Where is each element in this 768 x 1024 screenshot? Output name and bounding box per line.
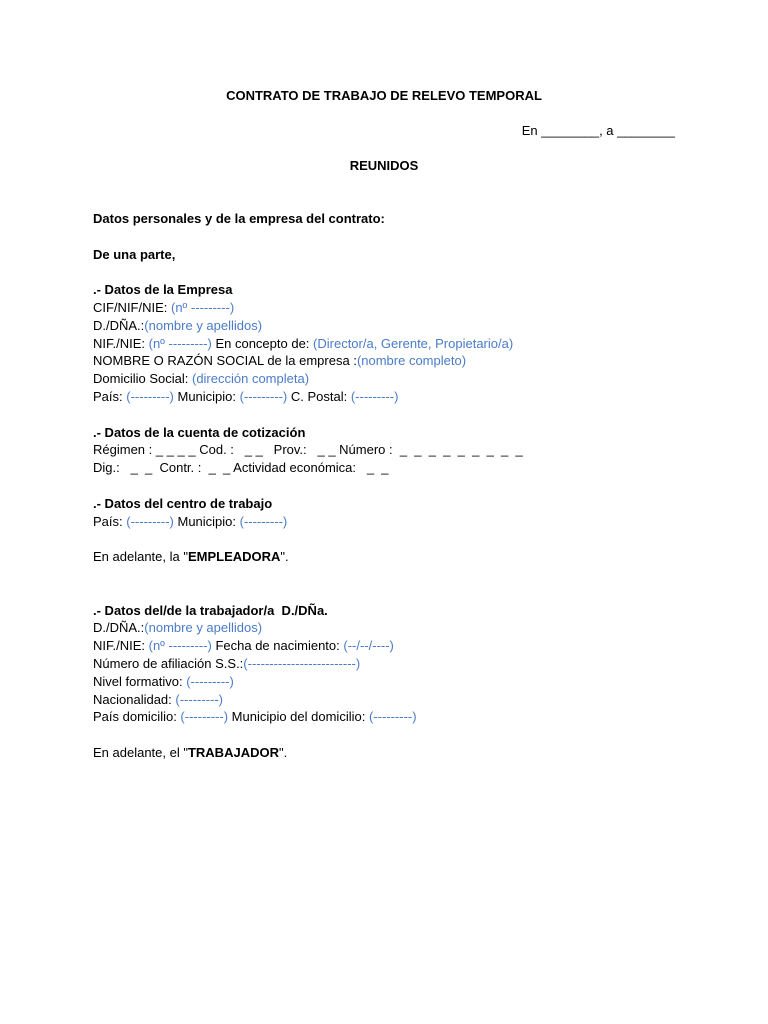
centro-pais-placeholder: (---------) — [126, 513, 174, 529]
document-body — [93, 210, 693, 762]
cp-placeholder: (---------) — [350, 388, 399, 404]
domicilio-label: Domicilio Social: — [93, 371, 192, 387]
empleadora-name: EMPLEADORA — [187, 549, 281, 565]
pais-label: País: — [93, 388, 127, 404]
trabajador-ref-prefix: En adelante, el " — [93, 744, 188, 760]
cif-placeholder: (nº ---------) — [171, 299, 235, 315]
domicilio-placeholder: (dirección completa) — [191, 371, 310, 387]
trabajador-nivel-line — [93, 673, 693, 691]
empresa-cif-line — [93, 299, 693, 317]
trabajador-ref-line — [93, 744, 693, 762]
centro-pais-label: País: — [93, 513, 127, 529]
datos-heading: Datos personales y de la empresa del contrato: — [93, 211, 385, 226]
cotizacion-line-2: Dig.: _ _ Contr. : _ _ Actividad económica: _ _ — [93, 460, 389, 476]
afiliacion-label: Número de afiliación S.S.: — [93, 655, 244, 671]
trabajador-heading: .- Datos del/de la trabajador/a D./DÑa. — [93, 602, 328, 618]
nacionalidad-placeholder: (---------) — [175, 691, 224, 707]
centro-pais-line — [93, 513, 693, 531]
centro-municipio-label: Municipio: — [173, 513, 240, 529]
centro-heading: .- Datos del centro de trabajo — [93, 495, 273, 511]
centro-municipio-placeholder: (---------) — [239, 513, 288, 529]
nacionalidad-label: Nacionalidad: — [93, 691, 176, 707]
reunidos-heading: REUNIDOS — [349, 158, 419, 173]
concepto-label: En concepto de: — [211, 335, 314, 351]
cp-label: C. Postal: — [287, 388, 351, 404]
afiliacion-placeholder: (-------------------------) — [243, 655, 361, 671]
nivel-placeholder: (---------) — [186, 673, 234, 689]
trabajador-pais-line — [93, 708, 693, 726]
trab-nif-label: NIF./NIE: — [93, 638, 149, 654]
trab-dna-placeholder: (nombre y apellidos) — [144, 620, 263, 636]
empleadora-suffix: ". — [280, 549, 289, 565]
empresa-dna-line — [93, 317, 693, 335]
trabajador-nacionalidad-line — [93, 691, 693, 709]
cif-label: CIF/NIF/NIE: — [93, 299, 171, 315]
empleadora-prefix: En adelante, la " — [93, 549, 188, 565]
trab-municipio-label: Municipio del domicilio: — [228, 709, 369, 725]
de-una-parte: De una parte, — [93, 246, 176, 262]
pais-placeholder: (---------) — [126, 388, 174, 404]
empresa-pais-line — [93, 388, 693, 406]
razon-placeholder: (nombre completo) — [356, 353, 467, 369]
trabajador-dna-line — [93, 619, 693, 637]
nacimiento-label: Fecha de nacimiento: — [211, 638, 344, 654]
nacimiento-placeholder: (--/--/----) — [343, 638, 394, 654]
dna-label: D./DÑA.: — [93, 317, 145, 333]
cotizacion-heading: .- Datos de la cuenta de cotización — [93, 424, 306, 440]
trabajador-afiliacion-line — [93, 655, 693, 673]
trab-pais-label: País domicilio: — [93, 709, 181, 725]
nif-placeholder: (nº ---------) — [148, 335, 212, 351]
municipio-label: Municipio: — [173, 388, 240, 404]
empresa-razon-line — [93, 352, 693, 370]
empleadora-line — [93, 548, 693, 566]
trab-dna-label: D./DÑA.: — [93, 620, 145, 636]
nif-label: NIF./NIE: — [93, 335, 149, 351]
concepto-placeholder: (Director/a, Gerente, Propietario/a) — [313, 335, 514, 351]
cotizacion-line-1: Régimen : _ _ _ _ Cod. : _ _ Prov.: _ _ Número : _ _ _ _ _ _ _ _ _ — [93, 442, 523, 458]
municipio-placeholder: (---------) — [239, 388, 288, 404]
empresa-domicilio-line — [93, 370, 693, 388]
razon-label: NOMBRE O RAZÓN SOCIAL de la empresa : — [93, 353, 357, 369]
document-title: CONTRATO DE TRABAJO DE RELEVO TEMPORAL — [226, 88, 542, 103]
empresa-nif-line — [93, 335, 693, 353]
trabajador-ref-suffix: ". — [278, 744, 288, 760]
nivel-label: Nivel formativo: — [93, 673, 187, 689]
trabajador-nif-line — [93, 637, 693, 655]
date-line: En ________, a ________ — [521, 123, 675, 138]
empresa-heading: .- Datos de la Empresa — [93, 282, 233, 298]
trabajador-ref-name: TRABAJADOR — [187, 744, 279, 760]
dna-placeholder: (nombre y apellidos) — [144, 317, 263, 333]
trab-pais-placeholder: (---------) — [180, 709, 229, 725]
trab-municipio-placeholder: (---------) — [368, 709, 417, 725]
trab-nif-placeholder: (nº ---------) — [148, 638, 212, 654]
